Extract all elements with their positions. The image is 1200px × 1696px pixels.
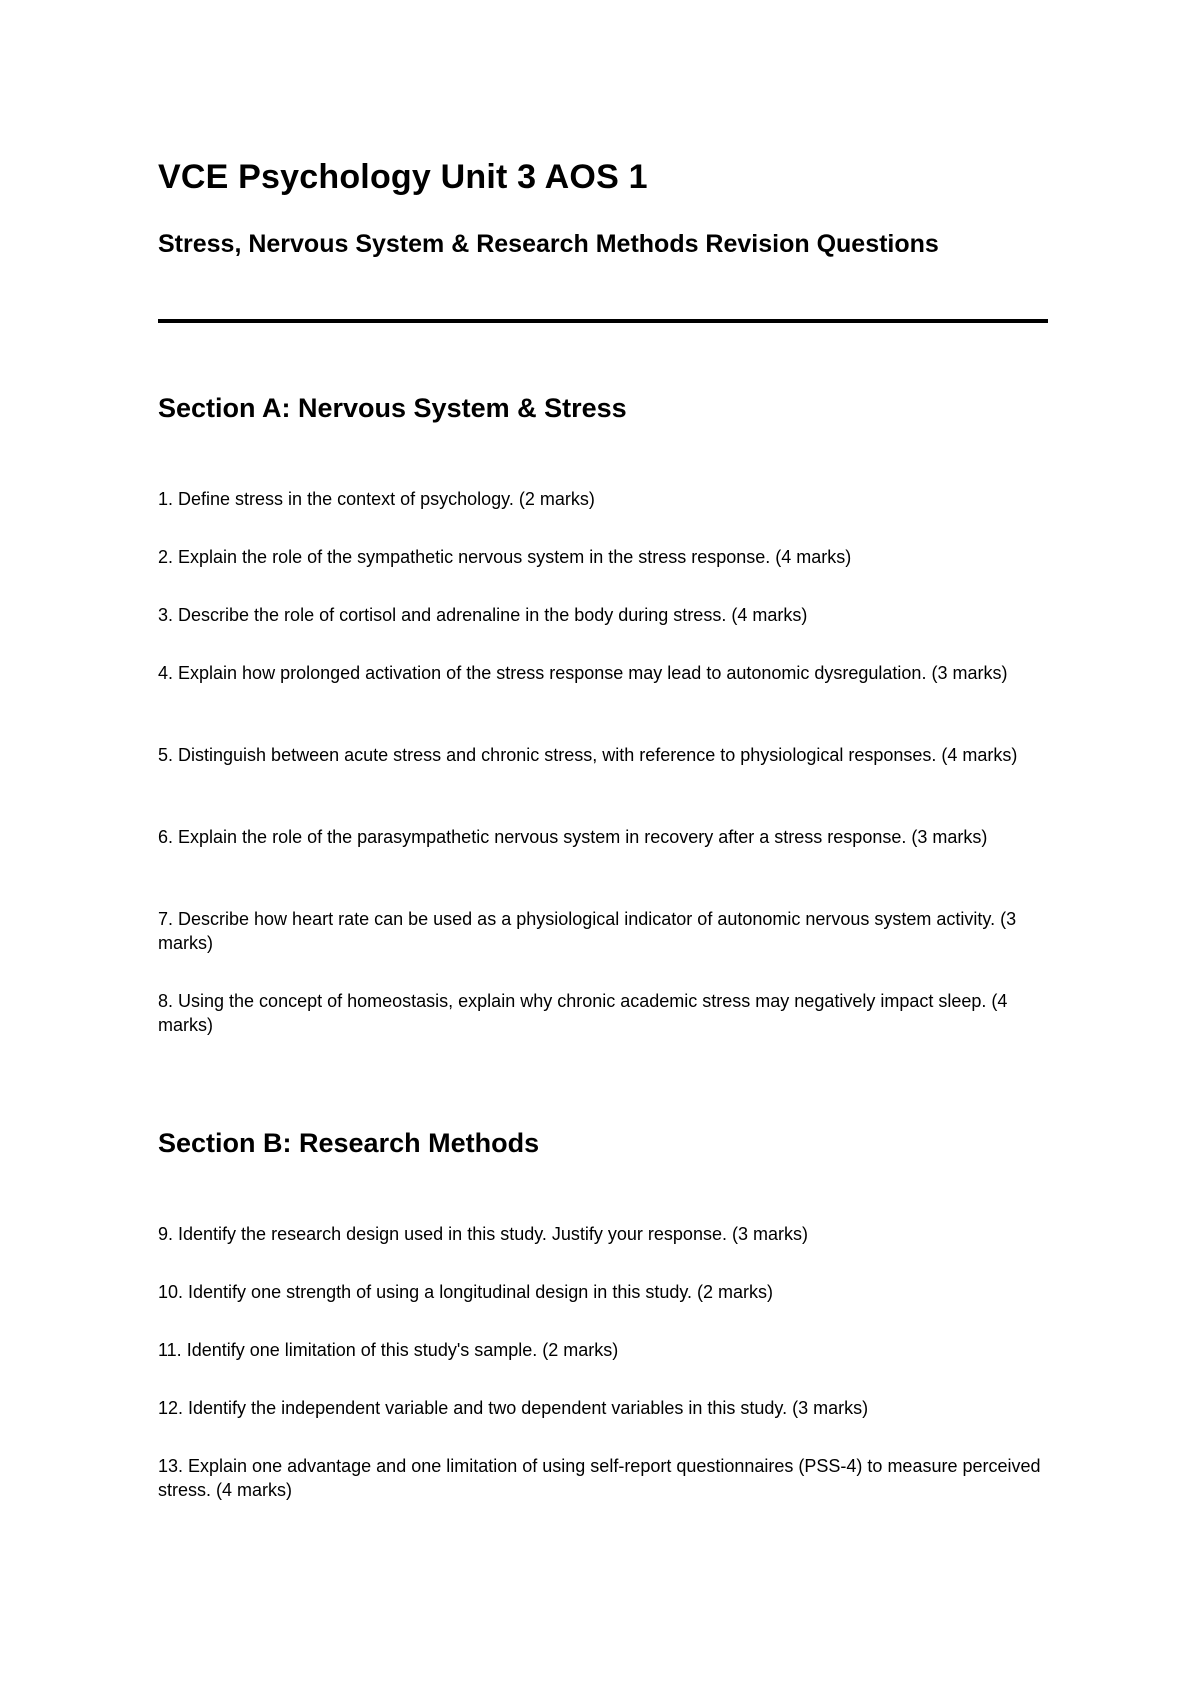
question-3: 3. Describe the role of cortisol and adrenaline in the body during stress. (4 marks) xyxy=(158,605,808,625)
question-13: 13. Explain one advantage and one limitation of using self-report questionnaires (PSS-4) to measure perceived stress. (4 marks) xyxy=(158,1456,1041,1500)
section-a-heading: Section A: Nervous System & Stress xyxy=(158,393,627,423)
question-7: 7. Describe how heart rate can be used as a physiological indicator of autonomic nervous system activity. (3 marks) xyxy=(158,909,1017,953)
question-9: 9. Identify the research design used in this study. Justify your response. (3 marks) xyxy=(158,1224,808,1244)
document-subtitle: Stress, Nervous System & Research Methods Revision Questions xyxy=(158,230,939,258)
question-1: 1. Define stress in the context of psychology. (2 marks) xyxy=(158,489,595,509)
question-2: 2. Explain the role of the sympathetic nervous system in the stress response. (4 marks) xyxy=(158,547,852,567)
question-11: 11. Identify one limitation of this study's sample. (2 marks) xyxy=(158,1340,619,1360)
question-10: 10. Identify one strength of using a longitudinal design in this study. (2 marks) xyxy=(158,1282,774,1302)
document-title: VCE Psychology Unit 3 AOS 1 xyxy=(158,158,648,196)
question-5: 5. Distinguish between acute stress and chronic stress, with reference to physiological responses. (4 marks) xyxy=(158,745,1018,765)
horizontal-divider xyxy=(158,319,1048,323)
question-8: 8. Using the concept of homeostasis, explain why chronic academic stress may negatively impact sleep. (4 marks) xyxy=(158,991,1008,1035)
section-b-heading: Section B: Research Methods xyxy=(158,1128,540,1158)
question-12: 12. Identify the independent variable and two dependent variables in this study. (3 marks) xyxy=(158,1398,869,1418)
question-4: 4. Explain how prolonged activation of the stress response may lead to autonomic dysregulation. (3 marks) xyxy=(158,663,1008,683)
question-6: 6. Explain the role of the parasympathetic nervous system in recovery after a stress response. (3 marks) xyxy=(158,827,988,847)
